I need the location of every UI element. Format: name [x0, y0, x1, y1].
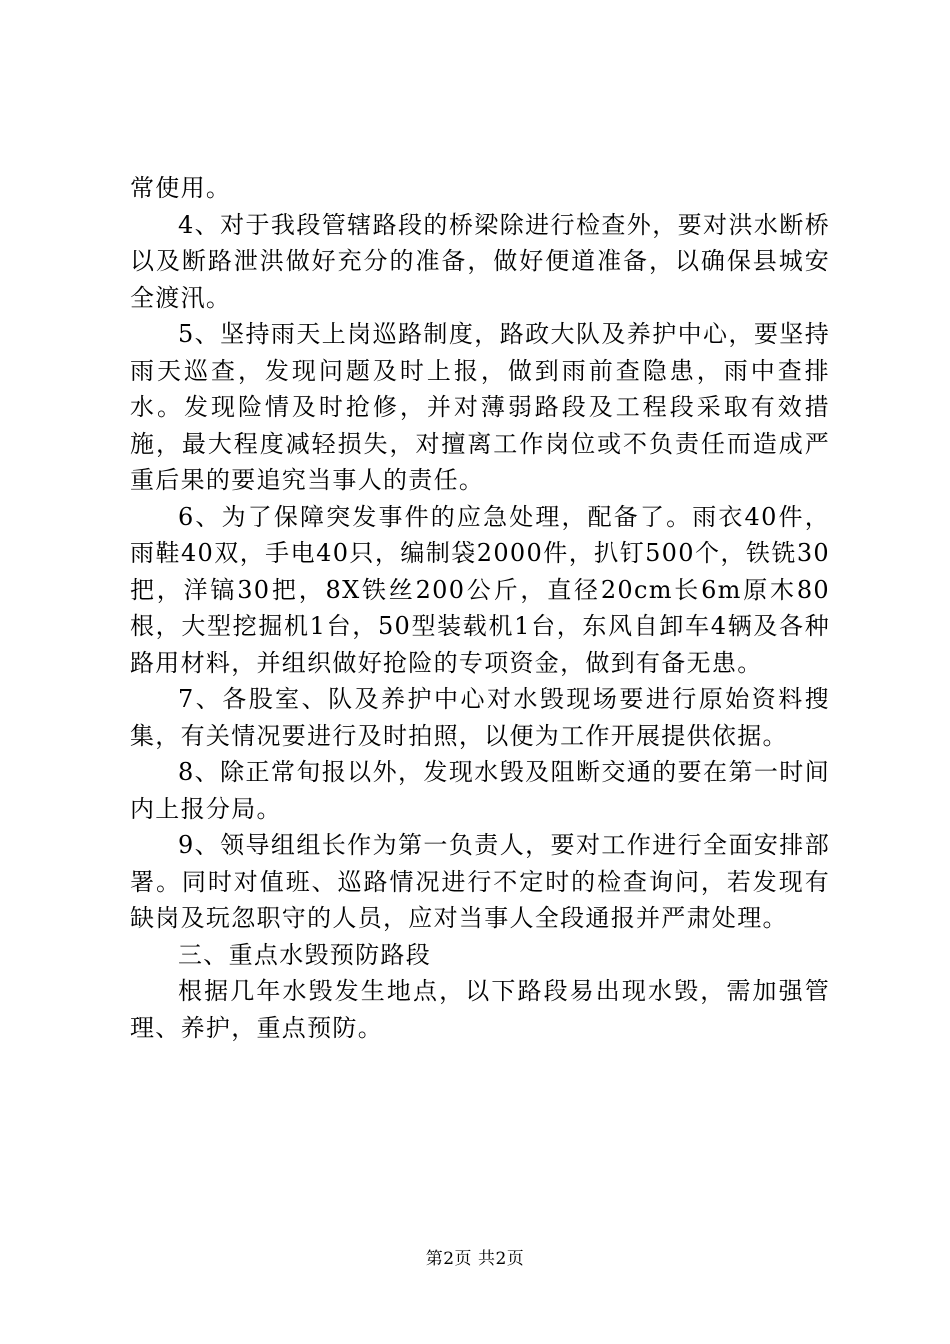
paragraph-item-7: 7、各股室、队及养护中心对水毁现场要进行原始资料搜集，有关情况要进行及时拍照，以便为工作开展提供依据。: [130, 685, 830, 750]
document-body: [130, 170, 830, 1046]
paragraph-item-8: 8、除正常旬报以外，发现水毁及阻断交通的要在第一时间内上报分局。: [130, 758, 830, 823]
paragraph-continuation: 常使用。: [130, 174, 232, 202]
paragraph-item-9: 9、领导组组长作为第一负责人，要对工作进行全面安排部署。同时对值班、巡路情况进行不定时的检查询问，若发现有缺岗及玩忽职守的人员，应对当事人全段通报并严肃处理。: [130, 831, 830, 932]
page-footer: 第2页 共2页: [425, 1249, 525, 1269]
section-heading-3: 三、重点水毁预防路段: [178, 940, 431, 969]
paragraph-item-6: 6、为了保障突发事件的应急处理，配备了。雨衣40件，雨鞋40双，手电40只，编制袋2000件，扒钉500个，铁铣30把，洋镐30把，8X铁丝200公斤，直径20cm长6m原木80根，大型挖掘机1台，50型装载机1台，东风自卸车4辆及各种路用材料，并组织做好抢险的专项资金，做到有备无患。: [130, 502, 830, 677]
paragraph-item-4: 4、对于我段管辖路段的桥梁除进行检查外，要对洪水断桥以及断路泄洪做好充分的准备，做好便道准备，以确保县城安全渡汛。: [130, 210, 830, 312]
paragraph-section-3-intro: 根据几年水毁发生地点，以下路段易出现水毁，需加强管理、养护，重点预防。: [130, 977, 830, 1042]
paragraph-item-5: 5、坚持雨天上岗巡路制度，路政大队及养护中心，要坚持雨天巡查，发现问题及时上报，做到雨前查隐患，雨中查排水。发现险情及时抢修，并对薄弱路段及工程段采取有效措施，最大程度减轻损失，对擅离工作岗位或不负责任而造成严重后果的要追究当事人的责任。: [130, 320, 830, 494]
